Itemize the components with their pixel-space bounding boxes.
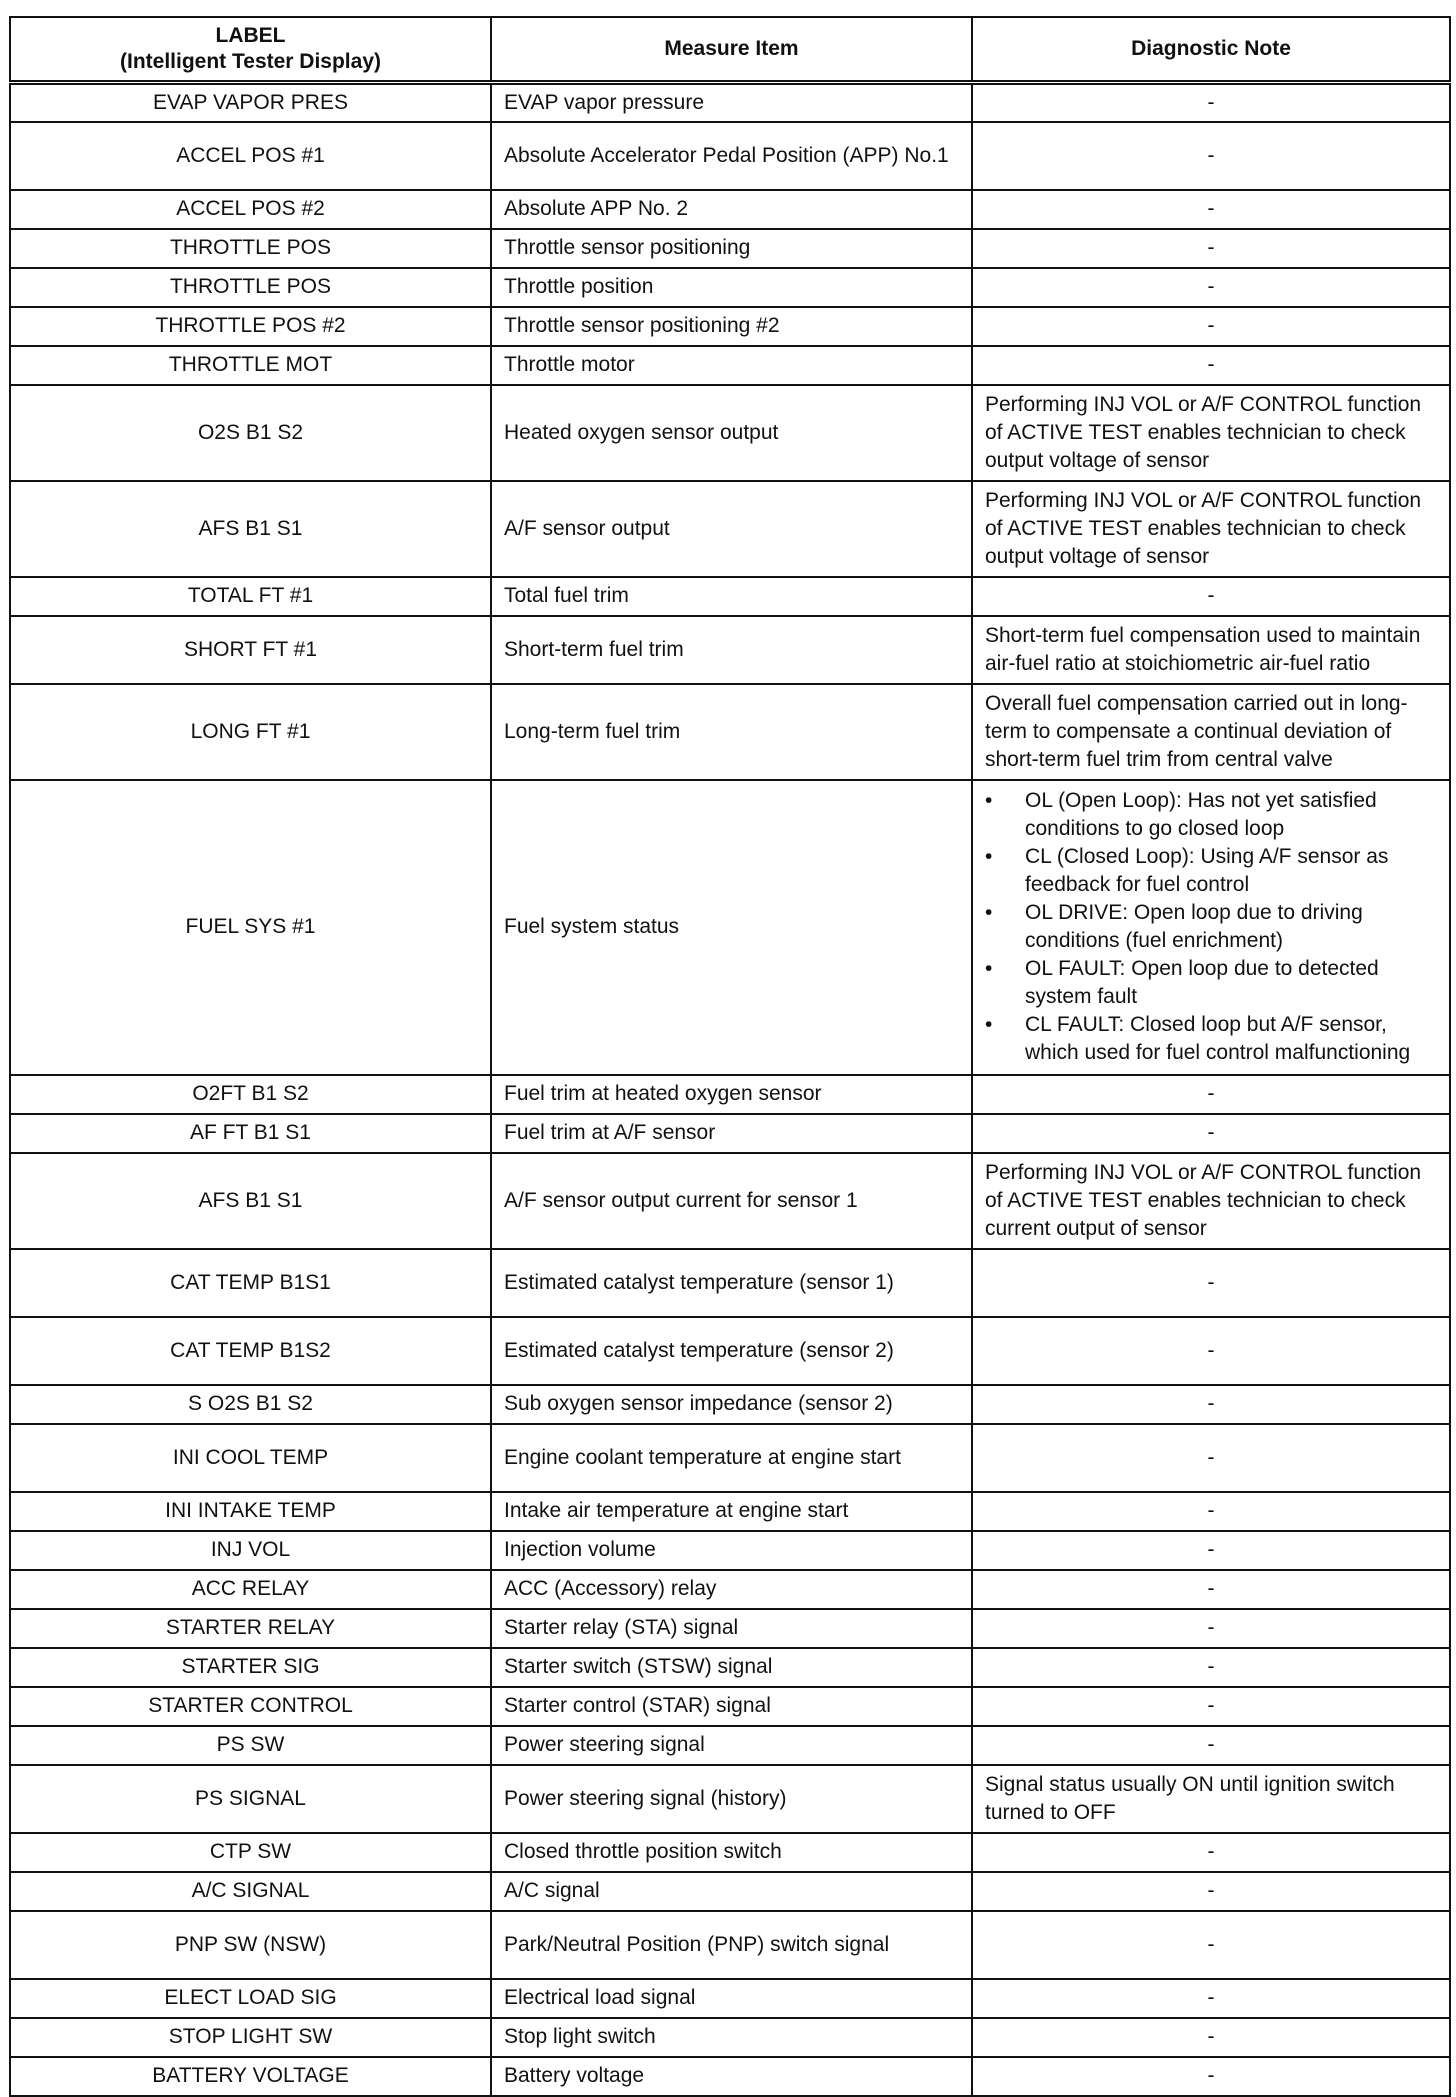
row-label: BATTERY VOLTAGE [10,2057,491,2096]
row-measure-item: Battery voltage [491,2057,972,2096]
row-measure-item: Throttle sensor positioning #2 [491,307,972,346]
row-label: PS SW [10,1726,491,1765]
table-row [10,190,1450,229]
table-row [10,1492,1450,1531]
table-row [10,1726,1450,1765]
table-row [10,1531,1450,1570]
note-bullet-item [985,843,1437,899]
row-label: AFS B1 S1 [10,481,491,577]
table-row [10,1570,1450,1609]
row-diagnostic-note: - [972,268,1450,307]
table-row [10,122,1450,190]
row-label: CAT TEMP B1S2 [10,1317,491,1385]
row-measure-item: Long-term fuel trim [491,684,972,780]
row-label: THROTTLE POS [10,268,491,307]
row-measure-item: Power steering signal (history) [491,1765,972,1833]
bullet-icon: • [985,901,993,924]
row-label: EVAP VAPOR PRES [10,83,491,122]
row-measure-item: Power steering signal [491,1726,972,1765]
row-label: INI COOL TEMP [10,1424,491,1492]
row-diagnostic-note: - [972,1075,1450,1114]
row-diagnostic-note: - [972,1687,1450,1726]
row-diagnostic-note: - [972,1317,1450,1385]
bullet-icon: • [985,957,993,980]
row-diagnostic-note: - [972,1249,1450,1317]
row-label: PS SIGNAL [10,1765,491,1833]
row-label: THROTTLE POS [10,229,491,268]
row-label: THROTTLE MOT [10,346,491,385]
table-row [10,83,1450,122]
header-label-subtitle: (Intelligent Tester Display) [120,50,381,73]
row-label: AFS B1 S1 [10,1153,491,1249]
row-label: STARTER RELAY [10,1609,491,1648]
note-bullet-item [985,1011,1437,1067]
header-label-title: LABEL [215,24,286,47]
table-row [10,307,1450,346]
row-measure-item: Starter control (STAR) signal [491,1687,972,1726]
row-diagnostic-note: - [972,1531,1450,1570]
row-diagnostic-note: - [972,1648,1450,1687]
row-measure-item: Sub oxygen sensor impedance (sensor 2) [491,1385,972,1424]
note-bullet-item [985,955,1437,1011]
row-diagnostic-note: Signal status usually ON until ignition switch turned to OFF [972,1765,1450,1833]
table-row [10,481,1450,577]
row-label: ACC RELAY [10,1570,491,1609]
row-diagnostic-note: Short-term fuel compensation used to maintain air-fuel ratio at stoichiometric air-fuel ratio [972,616,1450,684]
row-label: PNP SW (NSW) [10,1911,491,1979]
table-body [10,83,1450,2096]
row-measure-item: Estimated catalyst temperature (sensor 1) [491,1249,972,1317]
table-row [10,385,1450,481]
table-row [10,684,1450,780]
row-diagnostic-note: Performing INJ VOL or A/F CONTROL function of ACTIVE TEST enables technician to check output voltage of sensor [972,481,1450,577]
row-measure-item: Engine coolant temperature at engine start [491,1424,972,1492]
row-diagnostic-note: - [972,229,1450,268]
row-diagnostic-note: - [972,2018,1450,2057]
table-row [10,1609,1450,1648]
header-label [10,17,491,83]
note-bullet-item [985,899,1437,955]
row-measure-item: Intake air temperature at engine start [491,1492,972,1531]
row-label: INJ VOL [10,1531,491,1570]
row-label: ACCEL POS #1 [10,122,491,190]
row-diagnostic-note: - [972,1114,1450,1153]
row-diagnostic-note: - [972,2057,1450,2096]
row-measure-item: Estimated catalyst temperature (sensor 2) [491,1317,972,1385]
table-row [10,1317,1450,1385]
table-row [10,1385,1450,1424]
row-diagnostic-note: Performing INJ VOL or A/F CONTROL function of ACTIVE TEST enables technician to check current output of sensor [972,1153,1450,1249]
row-label: TOTAL FT #1 [10,577,491,616]
row-measure-item: Electrical load signal [491,1979,972,2018]
row-label: STOP LIGHT SW [10,2018,491,2057]
row-diagnostic-note: - [972,307,1450,346]
row-diagnostic-note: Performing INJ VOL or A/F CONTROL function of ACTIVE TEST enables technician to check output voltage of sensor [972,385,1450,481]
row-measure-item: Absolute APP No. 2 [491,190,972,229]
row-measure-item: A/F sensor output [491,481,972,577]
table-header-row [10,17,1450,83]
table-row [10,1911,1450,1979]
row-measure-item: Starter switch (STSW) signal [491,1648,972,1687]
table-row [10,1153,1450,1249]
table-row [10,346,1450,385]
table-row [10,1114,1450,1153]
table-row [10,577,1450,616]
row-measure-item: A/C signal [491,1872,972,1911]
table-row [10,1872,1450,1911]
row-measure-item: Absolute Accelerator Pedal Position (APP) No.1 [491,122,972,190]
row-diagnostic-note: - [972,1911,1450,1979]
row-label: ELECT LOAD SIG [10,1979,491,2018]
row-label: AF FT B1 S1 [10,1114,491,1153]
note-bullet-text: CL (Closed Loop): Using A/F sensor as feedback for fuel control [1025,845,1389,896]
row-diagnostic-note: - [972,1385,1450,1424]
row-label: O2S B1 S2 [10,385,491,481]
row-diagnostic-note [972,780,1450,1075]
table-row [10,1979,1450,2018]
row-diagnostic-note: - [972,190,1450,229]
row-diagnostic-note: - [972,1609,1450,1648]
row-diagnostic-note: - [972,577,1450,616]
row-measure-item: A/F sensor output current for sensor 1 [491,1153,972,1249]
table-row [10,1249,1450,1317]
table-row [10,1833,1450,1872]
row-diagnostic-note: - [972,1424,1450,1492]
row-diagnostic-note: - [972,1570,1450,1609]
note-bullet-text: OL FAULT: Open loop due to detected system fault [1025,957,1379,1008]
row-label: FUEL SYS #1 [10,780,491,1075]
row-diagnostic-note: - [972,1492,1450,1531]
row-measure-item: Closed throttle position switch [491,1833,972,1872]
table-row [10,2057,1450,2096]
row-measure-item: Short-term fuel trim [491,616,972,684]
row-measure-item: Injection volume [491,1531,972,1570]
row-measure-item: Fuel system status [491,780,972,1075]
bullet-icon: • [985,789,993,812]
note-bullet-list [985,787,1437,1067]
data-list-table [9,16,1451,2097]
row-label: A/C SIGNAL [10,1872,491,1911]
table-row [10,1648,1450,1687]
row-diagnostic-note: - [972,1726,1450,1765]
row-label: LONG FT #1 [10,684,491,780]
row-label: S O2S B1 S2 [10,1385,491,1424]
row-measure-item: Park/Neutral Position (PNP) switch signal [491,1911,972,1979]
row-label: ACCEL POS #2 [10,190,491,229]
data-list-table-container [9,16,1449,2097]
note-bullet-text: OL DRIVE: Open loop due to driving conditions (fuel enrichment) [1025,901,1363,952]
row-label: CAT TEMP B1S1 [10,1249,491,1317]
row-measure-item: Throttle motor [491,346,972,385]
row-measure-item: Fuel trim at A/F sensor [491,1114,972,1153]
row-measure-item: Fuel trim at heated oxygen sensor [491,1075,972,1114]
table-row [10,268,1450,307]
header-diagnostic-note: Diagnostic Note [972,17,1450,83]
row-label: CTP SW [10,1833,491,1872]
row-label: STARTER SIG [10,1648,491,1687]
row-measure-item: Heated oxygen sensor output [491,385,972,481]
row-label: INI INTAKE TEMP [10,1492,491,1531]
row-diagnostic-note: Overall fuel compensation carried out in long-term to compensate a continual deviation of short-term fuel trim from central valve [972,684,1450,780]
row-label: THROTTLE POS #2 [10,307,491,346]
table-row [10,616,1450,684]
note-bullet-text: CL FAULT: Closed loop but A/F sensor, which used for fuel control malfunctioning [1025,1013,1411,1064]
table-row [10,780,1450,1075]
row-measure-item: Throttle position [491,268,972,307]
row-label: O2FT B1 S2 [10,1075,491,1114]
table-row [10,1687,1450,1726]
row-measure-item: Total fuel trim [491,577,972,616]
row-label: STARTER CONTROL [10,1687,491,1726]
row-measure-item: Starter relay (STA) signal [491,1609,972,1648]
header-measure-item: Measure Item [491,17,972,83]
row-diagnostic-note: - [972,1979,1450,2018]
row-measure-item: EVAP vapor pressure [491,83,972,122]
note-bullet-text: OL (Open Loop): Has not yet satisfied conditions to go closed loop [1025,789,1377,840]
row-label: SHORT FT #1 [10,616,491,684]
bullet-icon: • [985,845,993,868]
table-row [10,1765,1450,1833]
row-diagnostic-note: - [972,1872,1450,1911]
row-diagnostic-note: - [972,346,1450,385]
row-measure-item: Stop light switch [491,2018,972,2057]
table-row [10,2018,1450,2057]
row-diagnostic-note: - [972,1833,1450,1872]
row-diagnostic-note: - [972,83,1450,122]
row-measure-item: ACC (Accessory) relay [491,1570,972,1609]
table-row [10,229,1450,268]
row-measure-item: Throttle sensor positioning [491,229,972,268]
table-row [10,1075,1450,1114]
row-diagnostic-note: - [972,122,1450,190]
bullet-icon: • [985,1013,993,1036]
table-row [10,1424,1450,1492]
note-bullet-item [985,787,1437,843]
